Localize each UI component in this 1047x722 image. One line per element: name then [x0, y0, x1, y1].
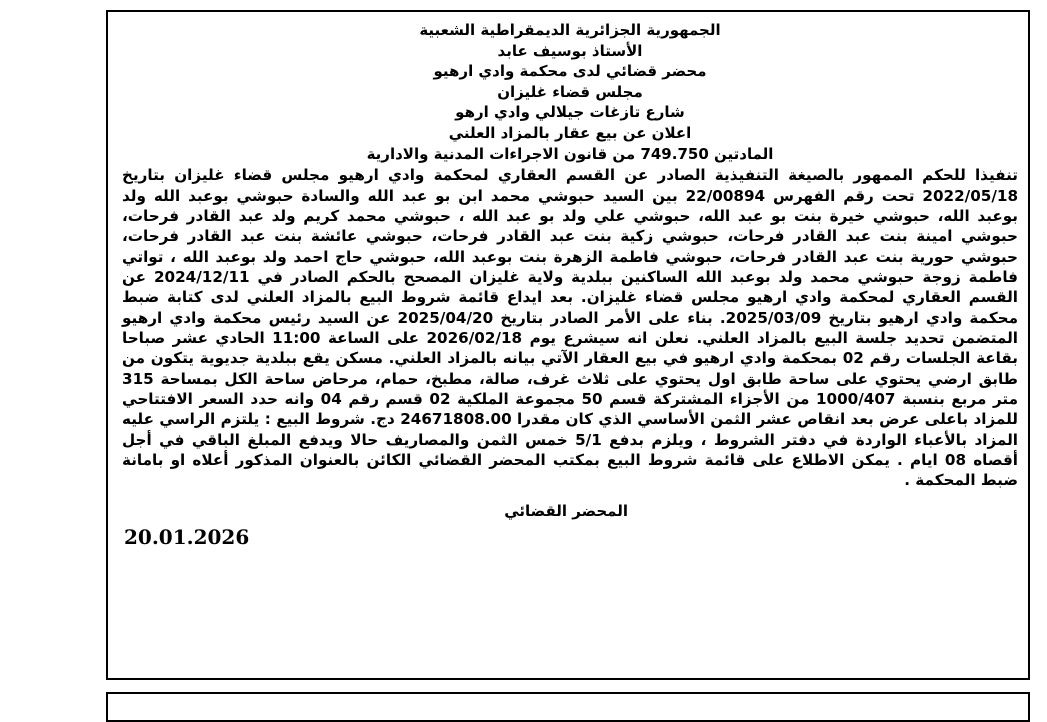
notice-date: 20.01.2026 — [124, 524, 250, 549]
next-notice-box — [106, 692, 1030, 722]
header-line-legal-articles: المادتين 749.750 من قانون الاجراءات المدنية والادارية — [366, 144, 774, 163]
legal-notice — [106, 10, 1030, 680]
notice-body: تنفيذا للحكم الممهور بالصيغة التنفيذية الصادر عن القسم العقاري لمحكمة وادي ارهيو مجلس قضاء غليزان بتاريخ 2022/05/18 تحت رقم الفهرس 22/00894 بين السيد حبوشي محمد ابن بو عبد الله والسادة حبوشي بوعبد الله ولد بوعبد الله، حبوشي خيرة بنت بو عبد الله، حبوشي علي ولد بو عبد الله ، حبوشي محمد كريم ولد عبد القادر فرحات، حبوشي امينة بنت عبد القادر فرحات، حبوشي زكية بنت عبد القادر فرحات، حبوشي عائشة بنت عبد القادر فرحات، حبوشي حورية بنت عبد القادر فرحات، حبوشي فاطمة الزهرة بنت بوعبد الله، حبوشي حاج احمد ولد بوعبد الله ، تواتي فاطمة زوجة حبوشي محمد ولد بوعبد الله الساكنين ببلدية ولاية غليزان المصحح بالحكم الصادر في 2024/12/11 عن القسم العقاري لمحكمة وادي ارهيو مجلس قضاء غليزان. بعد ايداع قائمة شروط البيع بالمزاد العلني لدى كتابة ضبط محكمة وادي ارهيو بتاريخ 2025/03/09. بناء على الأمر الصادر بتاريخ 2025/04/20 عن السيد رئيس محكمة وادي ارهيو المتضمن تحديد جلسة البيع بالمزاد العلني. نعلن انه سيشرع يوم 2026/02/18 على الساعة 11:00 الحادي عشر صباحا بقاعة الجلسات رقم 02 بمحكمة وادي ارهيو في بيع العقار الآتي بيانه بالمزاد العلني. مسكن يقع ببلدية جديوية يتكون من طابق ارضي يحتوي على ساحة طابق اول يحتوي على ثلاث غرف، صالة، مطبخ، حمام، مرحاض ساحة الكل بمساحة 315 متر مربع بنسبة 1000/407 من الأجزاء المشتركة قسم 50 مجموعة الملكية 02 قسم رقم 04 وانه حدد السعر الافتتاحي للمزاد باعلى عرض بعد انقاص عشر الثمن الأساسي الذي كان مقدرا 24671808.00 دج. شروط البيع : يلتزم الراسي عليه المزاد بالأعباء الواردة في دفتر الشروط ، ويلزم بدفع 5/1 خمس الثمن والمصاريف حالا ويدفع المبلغ الباقي في أجل أقصاه 08 ايام . يمكن الاطلاع على قائمة شروط البيع بمكتب المحضر القضائي الكائن بالعنوان المذكور أعلاه او بامانة ضبط المحكمة . — [122, 166, 1019, 490]
header-line-council: مجلس قضاء غليزان — [497, 82, 643, 101]
header-line-bailiff-name: الأستاذ بوسيف عابد — [497, 41, 643, 60]
header-line-republic: الجمهورية الجزائرية الديمقراطية الشعبية — [419, 21, 721, 39]
notice-header — [122, 20, 1018, 164]
header-line-court: محضر قضائي لدى محكمة وادي ارهيو — [433, 62, 707, 81]
signature-label: المحضر القضائي — [504, 501, 628, 520]
header-line-address: شارع تازغات جيلالي وادي ارهو — [455, 103, 685, 122]
header-line-title: اعلان عن بيع عقار بالمزاد العلني — [448, 123, 692, 142]
